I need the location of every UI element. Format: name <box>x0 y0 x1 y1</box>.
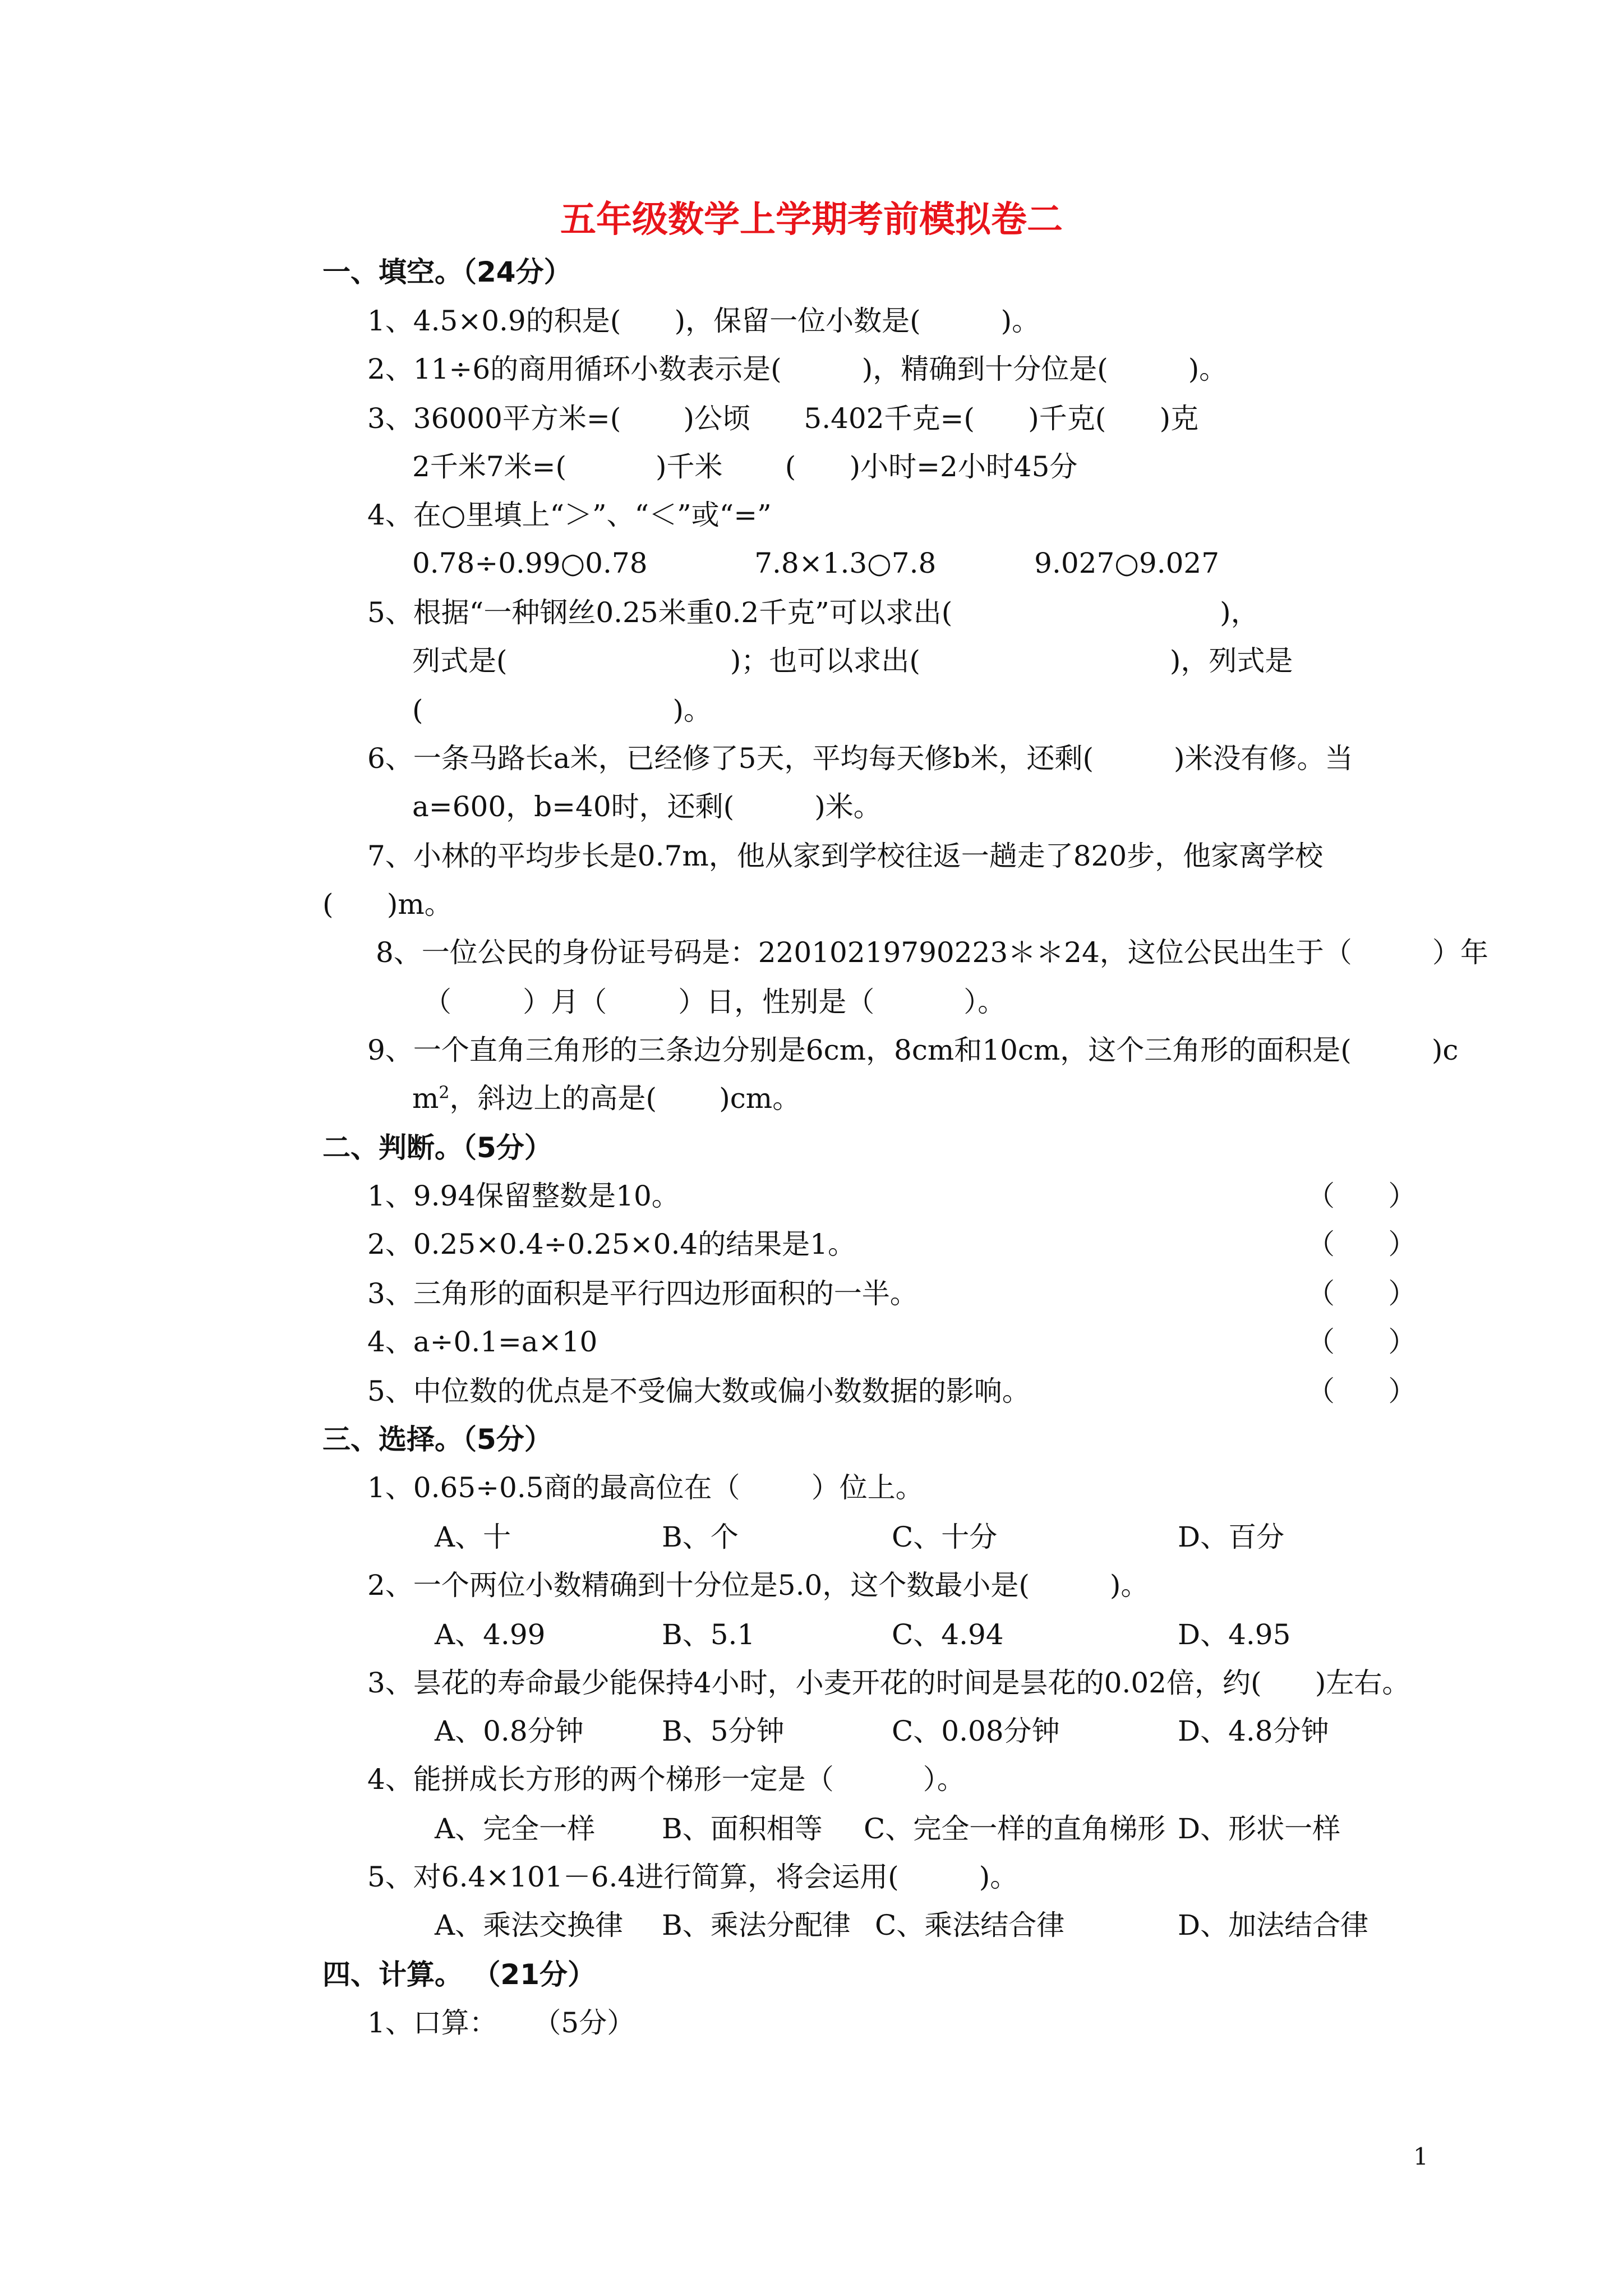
unit-m: m <box>412 1082 439 1115</box>
fill-question-9: 9、一个直角三角形的三条边分别是6cm，8cm和10cm，这个三角形的面积是( )c <box>367 1034 1459 1066</box>
judge-item-3: 3、三角形的面积是平行四边形面积的一半。 <box>367 1277 918 1310</box>
judge-bracket-3[interactable]: （ ） <box>1307 1277 1417 1310</box>
fill-question-6: 6、一条马路长a米，已经修了5天，平均每天修b米，还剩( )米没有修。当 <box>367 742 1353 775</box>
section-2-heading: 二、判断。（5分） <box>322 1131 552 1164</box>
judge-item-4: 4、a÷0.1=a×10 <box>367 1326 598 1358</box>
choice-2-option-a[interactable]: A、4.99 <box>435 1618 546 1651</box>
fill-question-3-line-2: 2千米7米=( )千米 ( )小时=2小时45分 <box>412 450 1078 483</box>
fill-question-9-line-2 <box>412 1082 800 1115</box>
fill-question-4: 4、在○里填上“＞”、“＜”或“=” <box>367 499 772 531</box>
judge-item-2: 2、0.25×0.4÷0.25×0.4的结果是1。 <box>367 1228 856 1260</box>
fill-question-1: 1、4.5×0.9的积是( )，保留一位小数是( )。 <box>367 305 1040 337</box>
judge-item-1: 1、9.94保留整数是10。 <box>367 1180 680 1212</box>
choice-1-option-d[interactable]: D、百分 <box>1178 1521 1285 1553</box>
section-1-heading: 一、填空。（24分） <box>322 256 572 288</box>
choice-5-option-b[interactable]: B、乘法分配律 <box>662 1909 851 1941</box>
choice-question-2: 2、一个两位小数精确到十分位是5.0，这个数最小是( )。 <box>367 1569 1149 1602</box>
judge-item-5: 5、中位数的优点是不受偏大数或偏小数数据的影响。 <box>367 1375 1030 1407</box>
fill-question-5-line-3: ( )。 <box>412 694 712 726</box>
fill-question-4-comparisons: 0.78÷0.99○0.78 7.8×1.3○7.8 9.027○9.027 <box>412 547 1220 579</box>
judge-bracket-2[interactable]: （ ） <box>1307 1228 1417 1260</box>
choice-5-option-d[interactable]: D、加法结合律 <box>1178 1909 1369 1941</box>
choice-4-option-d[interactable]: D、形状一样 <box>1178 1812 1341 1845</box>
choice-question-4: 4、能拼成长方形的两个梯形一定是（ ）。 <box>367 1763 965 1796</box>
choice-2-option-c[interactable]: C、4.94 <box>892 1618 1004 1651</box>
choice-4-option-a[interactable]: A、完全一样 <box>435 1812 596 1845</box>
choice-5-option-a[interactable]: A、乘法交换律 <box>435 1909 624 1941</box>
choice-1-option-b[interactable]: B、个 <box>662 1521 739 1553</box>
choice-1-option-c[interactable]: C、十分 <box>892 1521 998 1553</box>
fill-question-5-line-2: 列式是( )；也可以求出( )，列式是 <box>412 645 1293 677</box>
choice-1-option-a[interactable]: A、十 <box>435 1521 511 1553</box>
choice-3-option-a[interactable]: A、0.8分钟 <box>435 1715 584 1747</box>
judge-bracket-5[interactable]: （ ） <box>1307 1375 1417 1407</box>
choice-question-1: 1、0.65÷0.5商的最高位在（ ）位上。 <box>367 1471 924 1504</box>
superscript-2: 2 <box>439 1083 450 1103</box>
fill-question-5: 5、根据“一种钢丝0.25米重0.2千克”可以求出( )， <box>367 596 1259 629</box>
choice-4-option-b[interactable]: B、面积相等 <box>662 1812 823 1845</box>
exam-title: 五年级数学上学期考前模拟卷二 <box>560 199 1063 241</box>
judge-bracket-1[interactable]: （ ） <box>1307 1180 1417 1212</box>
fill-question-7: 7、小林的平均步长是0.7m，他从家到学校往返一趟走了820步，他家离学校 <box>367 840 1324 872</box>
judge-bracket-4[interactable]: （ ） <box>1307 1326 1417 1358</box>
fill-question-9-rest: ，斜边上的高是( )cm。 <box>449 1082 801 1115</box>
fill-question-8-line-2: （ ）月（ ）日，性别是（ ）。 <box>423 986 1006 1018</box>
oral-calc-label: 1、口算： （5分） <box>367 2007 635 2039</box>
section-4-heading: 四、计算。 （21分） <box>322 1958 596 1991</box>
choice-2-option-d[interactable]: D、4.95 <box>1178 1618 1291 1651</box>
fill-question-8: 8、一位公民的身份证号码是：22010219790223＊＊24，这位公民出生于（ ）年 <box>376 936 1488 969</box>
choice-3-option-d[interactable]: D、4.8分钟 <box>1178 1715 1329 1747</box>
choice-question-3: 3、昙花的寿命最少能保持4小时，小麦开花的时间是昙花的0.02倍，约( )左右。 <box>367 1667 1410 1699</box>
choice-3-option-b[interactable]: B、5分钟 <box>662 1715 785 1747</box>
choice-5-option-c[interactable]: C、乘法结合律 <box>875 1909 1065 1941</box>
fill-question-6-line-2: a=600，b=40时，还剩( )米。 <box>412 790 882 823</box>
choice-3-option-c[interactable]: C、0.08分钟 <box>892 1715 1060 1747</box>
fill-question-2: 2、11÷6的商用循环小数表示是( )，精确到十分位是( )。 <box>367 353 1228 385</box>
section-3-heading: 三、选择。（5分） <box>322 1423 552 1456</box>
choice-question-5: 5、对6.4×101－6.4进行简算，将会运用( )。 <box>367 1861 1018 1893</box>
choice-2-option-b[interactable]: B、5.1 <box>662 1618 755 1651</box>
page-number: 1 <box>1413 2143 1428 2170</box>
choice-4-option-c[interactable]: C、完全一样的直角梯形 <box>864 1812 1166 1845</box>
fill-question-3: 3、36000平方米=( )公顷 5.402千克=( )千克( )克 <box>367 402 1199 435</box>
fill-question-7-line-2: ( )m。 <box>322 888 453 921</box>
